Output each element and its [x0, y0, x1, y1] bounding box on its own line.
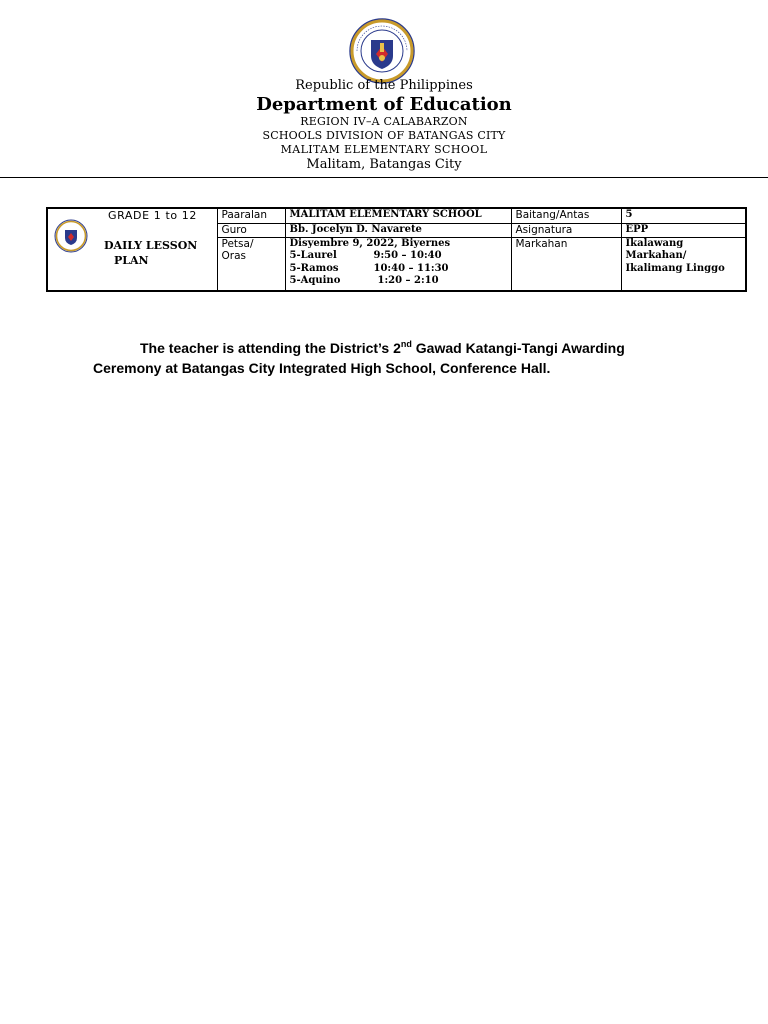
notice-line-2: Ceremony at Batangas City Integrated High School, Conference Hall. [93, 360, 551, 376]
oras-label: Oras [221, 250, 246, 262]
paaralan-label: Paaralan [217, 208, 285, 223]
grade-range: GRADE 1 to 12 [108, 209, 197, 222]
school-heading: MALITAM ELEMENTARY SCHOOL [280, 143, 488, 156]
schedule-row [290, 275, 507, 288]
markahan-label: Markahan [511, 237, 621, 291]
schedule-time: 9:50 – 10:40 [373, 250, 442, 261]
schedule-row [290, 250, 507, 263]
lesson-date: Disyembre 9, 2022, Biyernes [289, 237, 451, 249]
schedule-section: 5-Laurel [289, 250, 337, 261]
markahan-line-1: Ikalawang [625, 237, 684, 249]
schedule-time: 10:40 – 11:30 [373, 262, 449, 274]
asignatura-label: Asignatura [511, 223, 621, 237]
schedule-section: 5-Ramos [289, 262, 339, 274]
baitang-value: 5 [621, 208, 746, 223]
markahan-line-2: Markahan/ [625, 250, 687, 261]
petsa-oras-label [217, 237, 285, 291]
lesson-plan-table [46, 207, 747, 292]
markahan-line-3: Ikalimang Linggo [625, 262, 725, 274]
date-schedule-cell [285, 237, 511, 291]
notice-line-1 [93, 338, 693, 358]
title-line-1: DAILY LESSON [104, 239, 198, 252]
baitang-label: Baitang/Antas [511, 208, 621, 223]
petsa-label: Petsa/ [221, 237, 254, 250]
schedule-section: 5-Aquino [289, 275, 341, 286]
title-line-2: PLAN [114, 254, 149, 267]
paaralan-value: MALITAM ELEMENTARY SCHOOL [285, 208, 511, 223]
address-heading: Malitam, Batangas City [306, 157, 462, 172]
markahan-value [621, 237, 746, 291]
lesson-plan-title-cell [47, 208, 217, 291]
notice-text-part1: The teacher is attending the District’s 2 [140, 340, 401, 356]
deped-seal-small-logo [54, 219, 88, 253]
notice-text-part2: Gawad Katangi-Tangi Awarding [411, 340, 625, 356]
region-heading: REGION IV–A CALABARZON [300, 115, 468, 128]
header-divider [0, 177, 768, 178]
daily-lesson-plan-title [104, 238, 197, 268]
deped-seal-logo [349, 18, 415, 84]
guro-value: Bb. Jocelyn D. Navarete [285, 223, 511, 237]
department-heading: Department of Education [256, 94, 512, 115]
attendance-notice [93, 338, 693, 378]
asignatura-value: EPP [621, 223, 746, 237]
division-heading: SCHOOLS DIVISION OF BATANGAS CITY [262, 129, 506, 142]
notice-ordinal-suffix: nd [400, 339, 412, 349]
republic-heading: Republic of the Philippines [295, 78, 473, 93]
schedule-row [290, 263, 507, 276]
schedule-time: 1:20 – 2:10 [377, 275, 439, 286]
guro-label: Guro [217, 223, 285, 237]
